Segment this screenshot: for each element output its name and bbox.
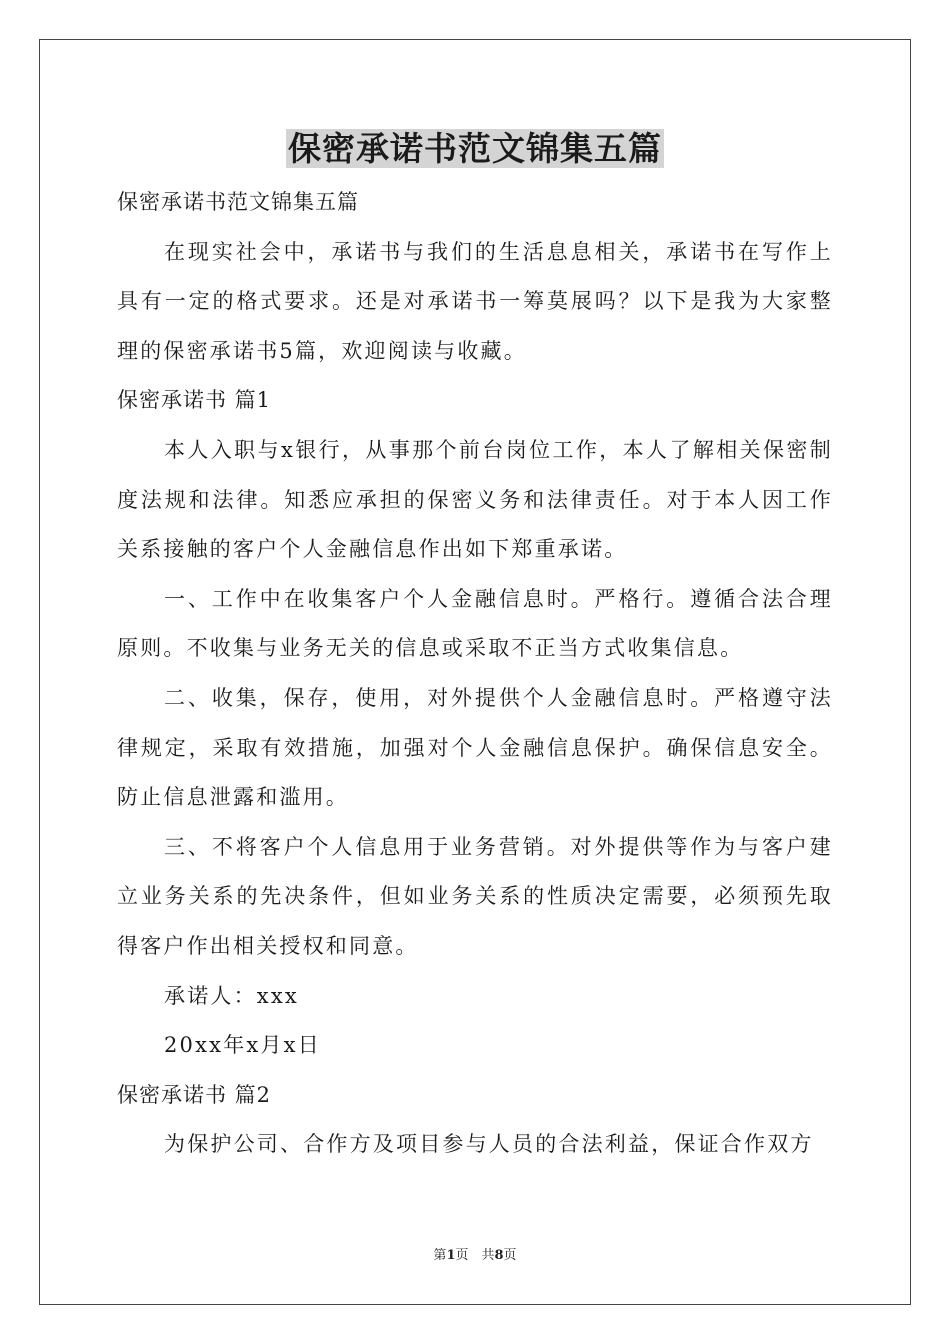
page-total: 8	[494, 1248, 504, 1263]
paragraph: 为保护公司、合作方及项目参与人员的合法利益，保证合作双方	[164, 1132, 814, 1157]
section-heading-1: 保密承诺书 篇1	[117, 388, 272, 413]
paragraph: 二、收集，保存，使用，对外提供个人金融信息时。严格遵守法律规定，采取有效措施，加强对个人金融信息保护。确保信息安全。防止信息泄露和滥用。	[117, 685, 833, 810]
page-prefix: 第	[433, 1248, 447, 1263]
paragraph: 三、不将客户个人信息用于业务营销。对外提供等作为与客户建立业务关系的先决条件，但如业务关系的性质决定需要，必须预先取得客户作出相关授权和同意。	[117, 834, 833, 958]
paragraph: 本人入职与x银行，从事那个前台岗位工作，本人了解相关保密制度法规和法律。知悉应承担的保密义务和法律责任。对于本人因工作关系接触的客户个人金融信息作出如下郑重承诺。	[117, 437, 833, 562]
paragraph: 一、工作中在收集客户个人金融信息时。严格行。遵循合法合理原则。不收集与业务无关的信息或采取不正当方式收集信息。	[117, 586, 833, 661]
page-mid: 页 共	[455, 1248, 495, 1263]
document-body	[117, 178, 833, 1170]
intro-paragraph: 在现实社会中，承诺书与我们的生活息息相关，承诺书在写作上具有一定的格式要求。还是对承诺书一筹莫展吗？以下是我为大家整理的保密承诺书5篇，欢迎阅读与收藏。	[117, 239, 833, 363]
document-title	[0, 124, 950, 174]
signatory-line: 承诺人：xxx	[164, 983, 299, 1008]
intro-heading: 保密承诺书范文锦集五篇	[117, 190, 359, 214]
date-line: 20xx年x月x日	[164, 1033, 321, 1058]
document-title-text: 保密承诺书范文锦集五篇	[288, 129, 662, 168]
section-heading-2: 保密承诺书 篇2	[117, 1082, 272, 1107]
page-current: 1	[446, 1248, 456, 1263]
page-footer	[0, 1244, 950, 1263]
page-suffix: 页	[503, 1248, 517, 1263]
